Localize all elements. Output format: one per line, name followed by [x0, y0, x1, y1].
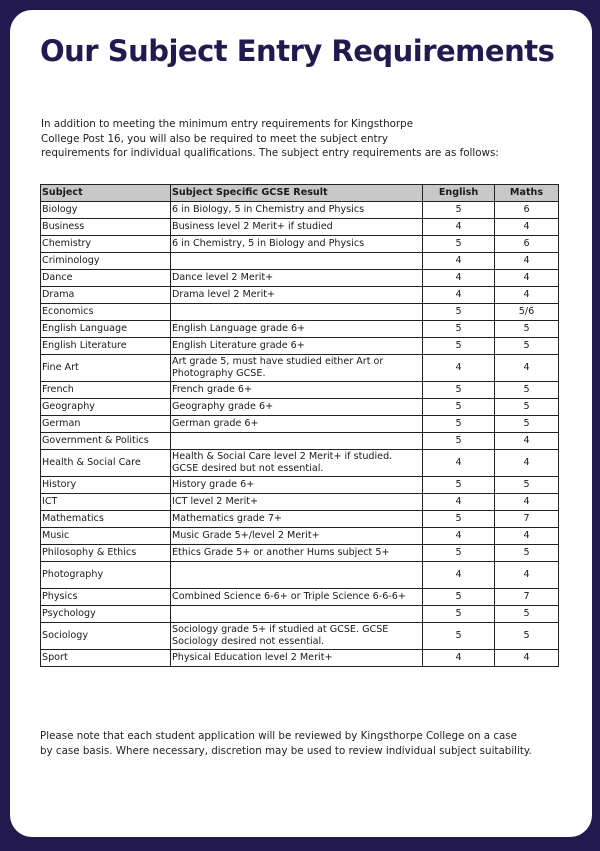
cell-english: 4 — [423, 494, 495, 511]
table-row — [41, 287, 559, 304]
cell-subject: Psychology — [41, 606, 171, 623]
note-line: by case basis. Where necessary, discretion may be used to review individual subject suitability. — [40, 745, 532, 757]
note-line: Please note that each student application will be reviewed by Kingsthorpe College on a case — [40, 730, 518, 742]
cell-result — [171, 589, 423, 606]
cell-maths: 4 — [495, 355, 559, 382]
intro-line: College Post 16, you will also be required to meet the subject entry — [41, 132, 388, 145]
cell-result — [171, 606, 423, 623]
cell-result — [171, 477, 423, 494]
note-paragraph — [40, 729, 570, 759]
cell-subject: Chemistry — [41, 236, 171, 253]
cell-english: 5 — [423, 606, 495, 623]
cell-english: 4 — [423, 528, 495, 545]
cell-english: 5 — [423, 477, 495, 494]
result-line: English Language grade 6+ — [172, 323, 306, 334]
table-row — [41, 511, 559, 528]
cell-subject: Biology — [41, 202, 171, 219]
cell-subject: Criminology — [41, 253, 171, 270]
cell-result — [171, 270, 423, 287]
cell-maths: 4 — [495, 450, 559, 477]
cell-maths: 5 — [495, 382, 559, 399]
cell-subject: Economics — [41, 304, 171, 321]
result-line: GCSE desired but not essential. — [172, 463, 324, 474]
result-line: Mathematics grade 7+ — [172, 513, 282, 524]
table-row — [41, 304, 559, 321]
table-row — [41, 202, 559, 219]
table-row — [41, 562, 559, 589]
cell-result — [171, 287, 423, 304]
cell-subject: English Literature — [41, 338, 171, 355]
table-row — [41, 623, 559, 650]
cell-maths: 4 — [495, 562, 559, 589]
cell-subject: History — [41, 477, 171, 494]
cell-english: 4 — [423, 450, 495, 477]
cell-result — [171, 321, 423, 338]
result-line: Health & Social Care level 2 Merit+ if studied. — [172, 451, 393, 462]
cell-english: 4 — [423, 219, 495, 236]
cell-maths: 6 — [495, 236, 559, 253]
intro-line: requirements for individual qualifications. The subject entry requirements are as follows: — [41, 147, 499, 159]
result-line: Geography grade 6+ — [172, 401, 274, 412]
cell-subject: Sport — [41, 650, 171, 667]
cell-maths: 4 — [495, 270, 559, 287]
cell-english: 5 — [423, 382, 495, 399]
cell-result — [171, 399, 423, 416]
table-row — [41, 433, 559, 450]
cell-maths: 4 — [495, 287, 559, 304]
cell-result — [171, 202, 423, 219]
table-row — [41, 589, 559, 606]
page-title: Our Subject Entry Requirements — [40, 34, 555, 68]
cell-result — [171, 304, 423, 321]
result-line: 6 in Chemistry, 5 in Biology and Physics — [172, 238, 365, 249]
table-row — [41, 219, 559, 236]
cell-english: 4 — [423, 562, 495, 589]
cell-maths: 4 — [495, 650, 559, 667]
cell-result — [171, 219, 423, 236]
cell-result — [171, 416, 423, 433]
cell-subject: Mathematics — [41, 511, 171, 528]
cell-subject: ICT — [41, 494, 171, 511]
cell-maths: 4 — [495, 433, 559, 450]
cell-english: 4 — [423, 355, 495, 382]
cell-maths: 5 — [495, 623, 559, 650]
cell-maths: 5 — [495, 338, 559, 355]
intro-paragraph — [41, 117, 561, 161]
cell-subject: Fine Art — [41, 355, 171, 382]
header-english: English — [423, 185, 495, 202]
cell-maths: 4 — [495, 253, 559, 270]
cell-subject: Photography — [41, 562, 171, 589]
table-row — [41, 321, 559, 338]
table-row — [41, 382, 559, 399]
cell-subject: Dance — [41, 270, 171, 287]
cell-english: 4 — [423, 650, 495, 667]
cell-english: 4 — [423, 270, 495, 287]
cell-subject: Sociology — [41, 623, 171, 650]
cell-maths: 5 — [495, 606, 559, 623]
header-result: Subject Specific GCSE Result — [171, 185, 423, 202]
result-line: German grade 6+ — [172, 418, 259, 429]
result-line: Business level 2 Merit+ if studied — [172, 221, 333, 232]
table-row — [41, 399, 559, 416]
cell-maths: 5 — [495, 545, 559, 562]
result-line: Dance level 2 Merit+ — [172, 272, 274, 283]
cell-subject: Government & Politics — [41, 433, 171, 450]
cell-subject: Drama — [41, 287, 171, 304]
cell-subject: Physics — [41, 589, 171, 606]
cell-english: 5 — [423, 623, 495, 650]
cell-english: 5 — [423, 304, 495, 321]
cell-result — [171, 236, 423, 253]
result-line: Music Grade 5+/level 2 Merit+ — [172, 530, 320, 541]
table-row — [41, 528, 559, 545]
cell-maths: 7 — [495, 589, 559, 606]
result-line: Sociology grade 5+ if studied at GCSE. GCSE — [172, 624, 389, 635]
cell-result — [171, 355, 423, 382]
cell-maths: 4 — [495, 494, 559, 511]
table-row — [41, 236, 559, 253]
table-row — [41, 606, 559, 623]
cell-english: 5 — [423, 236, 495, 253]
result-line: Photography GCSE. — [172, 368, 266, 379]
cell-result — [171, 562, 423, 589]
cell-result — [171, 511, 423, 528]
result-line: Drama level 2 Merit+ — [172, 289, 276, 300]
cell-maths: 7 — [495, 511, 559, 528]
cell-result — [171, 545, 423, 562]
cell-result — [171, 382, 423, 399]
cell-english: 5 — [423, 416, 495, 433]
result-line: English Literature grade 6+ — [172, 340, 305, 351]
cell-english: 4 — [423, 253, 495, 270]
cell-result — [171, 494, 423, 511]
requirements-table — [40, 184, 559, 667]
cell-result — [171, 528, 423, 545]
cell-maths: 4 — [495, 219, 559, 236]
cell-maths: 4 — [495, 528, 559, 545]
cell-maths: 5 — [495, 399, 559, 416]
cell-result — [171, 433, 423, 450]
result-line: Art grade 5, must have studied either Art or — [172, 356, 384, 367]
result-line: Sociology desired not essential. — [172, 636, 325, 647]
cell-maths: 5 — [495, 477, 559, 494]
table-row — [41, 545, 559, 562]
cell-subject: Business — [41, 219, 171, 236]
header-subject: Subject — [41, 185, 171, 202]
table-row — [41, 355, 559, 382]
cell-subject: Geography — [41, 399, 171, 416]
header-maths: Maths — [495, 185, 559, 202]
intro-line: In addition to meeting the minimum entry requirements for Kingsthorpe — [41, 118, 414, 130]
cell-english: 5 — [423, 338, 495, 355]
result-line: French grade 6+ — [172, 384, 253, 395]
table-row — [41, 650, 559, 667]
cell-subject: French — [41, 382, 171, 399]
table-row — [41, 338, 559, 355]
table-body — [41, 202, 559, 667]
table-row — [41, 477, 559, 494]
table-header-row — [41, 185, 559, 202]
cell-subject: Health & Social Care — [41, 450, 171, 477]
cell-english: 5 — [423, 202, 495, 219]
result-line: ICT level 2 Merit+ — [172, 496, 259, 507]
cell-maths: 5/6 — [495, 304, 559, 321]
table-row — [41, 253, 559, 270]
cell-english: 5 — [423, 545, 495, 562]
cell-result — [171, 650, 423, 667]
cell-english: 5 — [423, 321, 495, 338]
cell-subject: Music — [41, 528, 171, 545]
table-row — [41, 416, 559, 433]
result-line: Ethics Grade 5+ or another Hums subject 5+ — [172, 547, 390, 558]
cell-maths: 5 — [495, 416, 559, 433]
table-row — [41, 494, 559, 511]
result-line: Physical Education level 2 Merit+ — [172, 652, 333, 663]
cell-maths: 6 — [495, 202, 559, 219]
cell-english: 5 — [423, 511, 495, 528]
cell-english: 5 — [423, 399, 495, 416]
table-row — [41, 270, 559, 287]
cell-subject: English Language — [41, 321, 171, 338]
result-line: Combined Science 6-6+ or Triple Science 6-6-6+ — [172, 591, 406, 602]
cell-result — [171, 450, 423, 477]
cell-result — [171, 253, 423, 270]
result-line: History grade 6+ — [172, 479, 255, 490]
cell-english: 5 — [423, 589, 495, 606]
cell-maths: 5 — [495, 321, 559, 338]
cell-subject: German — [41, 416, 171, 433]
cell-result — [171, 338, 423, 355]
result-line: 6 in Biology, 5 in Chemistry and Physics — [172, 204, 365, 215]
cell-english: 4 — [423, 287, 495, 304]
cell-subject: Philosophy & Ethics — [41, 545, 171, 562]
cell-english: 5 — [423, 433, 495, 450]
cell-result — [171, 623, 423, 650]
table-row — [41, 450, 559, 477]
